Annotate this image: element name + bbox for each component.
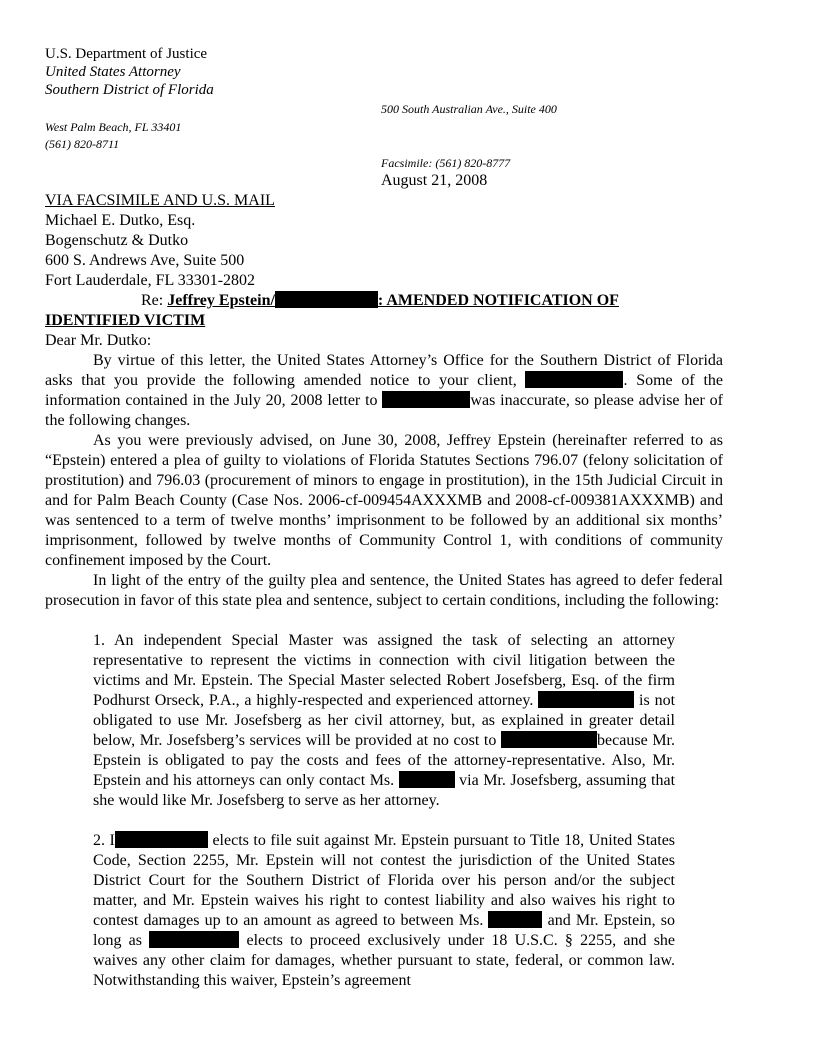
letterhead-district: Southern District of Florida xyxy=(45,82,214,98)
paragraph-1-text-b: . Some of the information contained in the July 20, 2008 letter to xyxy=(45,372,724,409)
paragraph-3: In light of the entry of the guilty plea and sentence, the United States has agreed to defer federal prosecution in favor of this state plea and sentence, subject to certain conditions, including the following: xyxy=(45,572,723,609)
redaction-box xyxy=(382,391,470,408)
list-item-1-text-b: is not obligated to use Mr. Josefsberg as her civil attorney, but, as explained in greater detail below, Mr. Josefsberg’s services will be provided at no cost to xyxy=(93,692,676,749)
redaction-box xyxy=(488,911,542,928)
re-subject: : AMENDED NOTIFICATION OF xyxy=(377,292,619,309)
delivery-method: VIA FACSIMILE AND U.S. MAIL xyxy=(45,192,275,209)
list-item-1-text-a: 1. An independent Special Master was assigned the task of selecting an attorney representative to represent the victims in connection with civil litigation between the victims and Mr. Epstein. The Special Master selected Robert Josefsberg, Esq. of the firm Podhurst Orseck, P.A., a highly-respected and experienced attorney. xyxy=(93,632,675,709)
letterhead-city: West Palm Beach, FL 33401 xyxy=(45,120,182,134)
redaction-box xyxy=(501,731,597,748)
letterhead-street: 500 South Australian Ave., Suite 400 xyxy=(381,102,557,116)
redaction-box xyxy=(115,831,208,848)
list-item-1-text-c: because Mr. Epstein is obligated to pay the costs and fees of the attorney-representative. Also, Mr. Epstein and his attorneys can only contact Ms. xyxy=(93,732,675,789)
redaction-box xyxy=(149,931,239,948)
list-item-2-text-b: elects to file suit against Mr. Epstein pursuant to Title 18, United States Code, Section 2255, Mr. Epstein will not contest the jurisdiction of the United States District Court for the Southern District of Florida over his person and/or the subject matter, and Mr. Epstein waives his right to contest liability and also waives his right to contest damages up to an amount as agreed to between Ms. xyxy=(93,832,676,929)
recipient-name: Michael E. Dutko, Esq. xyxy=(45,212,196,229)
recipient-city: Fort Lauderdale, FL 33301-2802 xyxy=(45,272,256,289)
recipient-street: 600 S. Andrews Ave, Suite 500 xyxy=(45,252,245,269)
redaction-box xyxy=(275,291,378,308)
letterhead-office: United States Attorney xyxy=(45,64,181,80)
re-prefix: Re: xyxy=(141,292,168,309)
letterhead-department: U.S. Department of Justice xyxy=(45,46,208,62)
re-subject-continued: IDENTIFIED VICTIM xyxy=(45,312,206,329)
redaction-box xyxy=(525,371,623,388)
paragraph-1 xyxy=(45,351,723,431)
re-line xyxy=(141,291,619,311)
paragraph-1-text-a: By virtue of this letter, the United States Attorney’s Office for the Southern District of Florida asks that you provide the following amended notice to your client, xyxy=(45,352,723,389)
re-name: Jeffrey Epstein/ xyxy=(167,292,275,309)
paragraph-2: As you were previously advised, on June 30, 2008, Jeffrey Epstein (hereinafter referred to as “Epstein) entered a plea of guilty to violations of Florida Statutes Sections 796.07 (felony solicitation of prostitution) and 796.03 (procurement of minors to engage in prostitution), in the 15th Judicial Circuit in and for Palm Beach County (Case Nos. 2006-cf-009454AXXXMB and 2008-cf-009381AXXXMB) and was sentenced to a term of twelve months’ imprisonment to be followed by an additional six months’ imprisonment, followed by twelve months of Community Control 1, with conditions of community confinement imposed by the Court. xyxy=(45,432,723,569)
list-item-1 xyxy=(93,631,675,811)
list-item-2-text-a: 2. I xyxy=(93,832,115,849)
salutation: Dear Mr. Dutko: xyxy=(45,332,152,349)
list-item-1-text-d: via Mr. Josefsberg, assuming that she would like Mr. Josefsberg to serve as her attorney. xyxy=(93,772,676,809)
paragraph-1-text-c: was inaccurate, so please advise her of the following changes. xyxy=(45,392,723,429)
recipient-firm: Bogenschutz & Dutko xyxy=(45,232,189,249)
letterhead-fax: Facsimile: (561) 820-8777 xyxy=(381,156,511,170)
letter-date: August 21, 2008 xyxy=(381,172,488,189)
list-item-2-text-d: elects to proceed exclusively under 18 U.S.C. § 2255, and she waives any other claim for damages, whether pursuant to state, federal, or common law. Notwithstanding this waiver, Epstein’s agreement xyxy=(93,932,676,989)
list-item-2 xyxy=(93,831,675,991)
letterhead-phone: (561) 820-8711 xyxy=(45,137,120,151)
list-item-2-text-c: and Mr. Epstein, so long as xyxy=(93,912,676,949)
redaction-box xyxy=(399,771,455,788)
redaction-box xyxy=(538,691,634,708)
